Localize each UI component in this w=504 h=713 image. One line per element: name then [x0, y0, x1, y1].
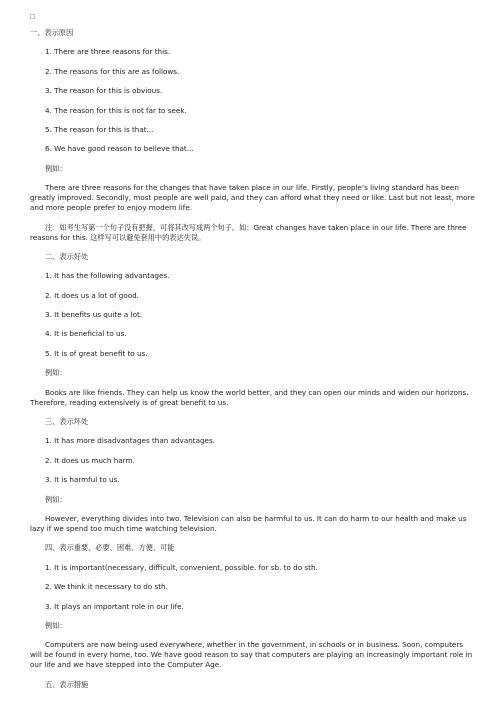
example-paragraph: Books are like friends. They can help us know the world better, and they can open our minds and widen our horizons. Therefore, reading extensively is of great benefit to us. — [30, 387, 469, 407]
list-item: 4. It is beneficial to us. — [45, 329, 127, 339]
list-item: 2. We think it necessary to do sth. — [45, 582, 168, 592]
section-heading: 一、表示原因 — [30, 28, 74, 37]
list-item: 3. It benefits us quite a lot. — [45, 310, 143, 320]
list-item: 4. The reason for this is not far to seek. — [45, 105, 187, 115]
example-label: 例如： — [45, 494, 67, 504]
list-item: 2. It does us much harm. — [45, 455, 135, 465]
note-paragraph: 注：如考生写第一个句子没有把握，可将其改写成两个句子。如：Great changes have taken place in our life. There are three reasons for this. 这样写可以避免套用中的表达失误。 — [30, 222, 467, 242]
example-paragraph: There are three reasons for the changes that have taken place in our life. Firstly, people’s living standard has been greatly improved. Secondly, most people are well paid, and they can afford what they need or like. Last but not least, more and more people prefer to enjoy modern life. — [30, 183, 475, 213]
example-label: 例如： — [45, 620, 67, 630]
list-item: 5. It is of great benefit to us. — [45, 348, 148, 358]
section-heading: 五、表示措施 — [45, 679, 89, 689]
example-paragraph: However, everything divides into two. Television can also be harmful to us. It can do harm to our health and make us lazy if we spend too much time watching television. — [30, 513, 467, 533]
document-content — [30, 28, 476, 699]
list-item: 1. It has more disadvantages than advantages. — [45, 436, 216, 446]
list-item: 6. We have good reason to believe that... — [45, 144, 194, 154]
example-label: 例如： — [45, 163, 67, 173]
page-marker-icon — [30, 14, 35, 19]
list-item: 2. It does us a lot of good. — [45, 290, 139, 300]
section-heading: 二、表示好处 — [45, 251, 89, 261]
list-item: 1. It is important(necessary, difficult, convenient, possible. for sb. to do sth. — [45, 562, 318, 572]
list-item: 3. It is harmful to us. — [45, 475, 120, 485]
example-paragraph: Computers are now being used everywhere, whether in the government, in schools or in business. Soon, computers will be found in every home, too. We have good reason to say that computers are playing an increasingly important role in our life and we have stepped into the Computer Age. — [30, 640, 473, 670]
section-heading: 四、表示重要、必要、困难、方便、可能 — [45, 543, 175, 553]
example-label: 例如： — [45, 368, 67, 378]
list-item: 1. There are three reasons for this. — [45, 47, 171, 57]
list-item: 5. The reason for this is that... — [45, 124, 154, 134]
list-item: 3. It plays an important role in our life. — [45, 601, 184, 611]
list-item: 1. It has the following advantages. — [45, 271, 170, 281]
list-item: 3. The reason for this is obvious. — [45, 86, 163, 96]
list-item: 2. The reasons for this are as follows. — [45, 66, 180, 76]
section-heading: 三、表示坏处 — [45, 417, 89, 427]
